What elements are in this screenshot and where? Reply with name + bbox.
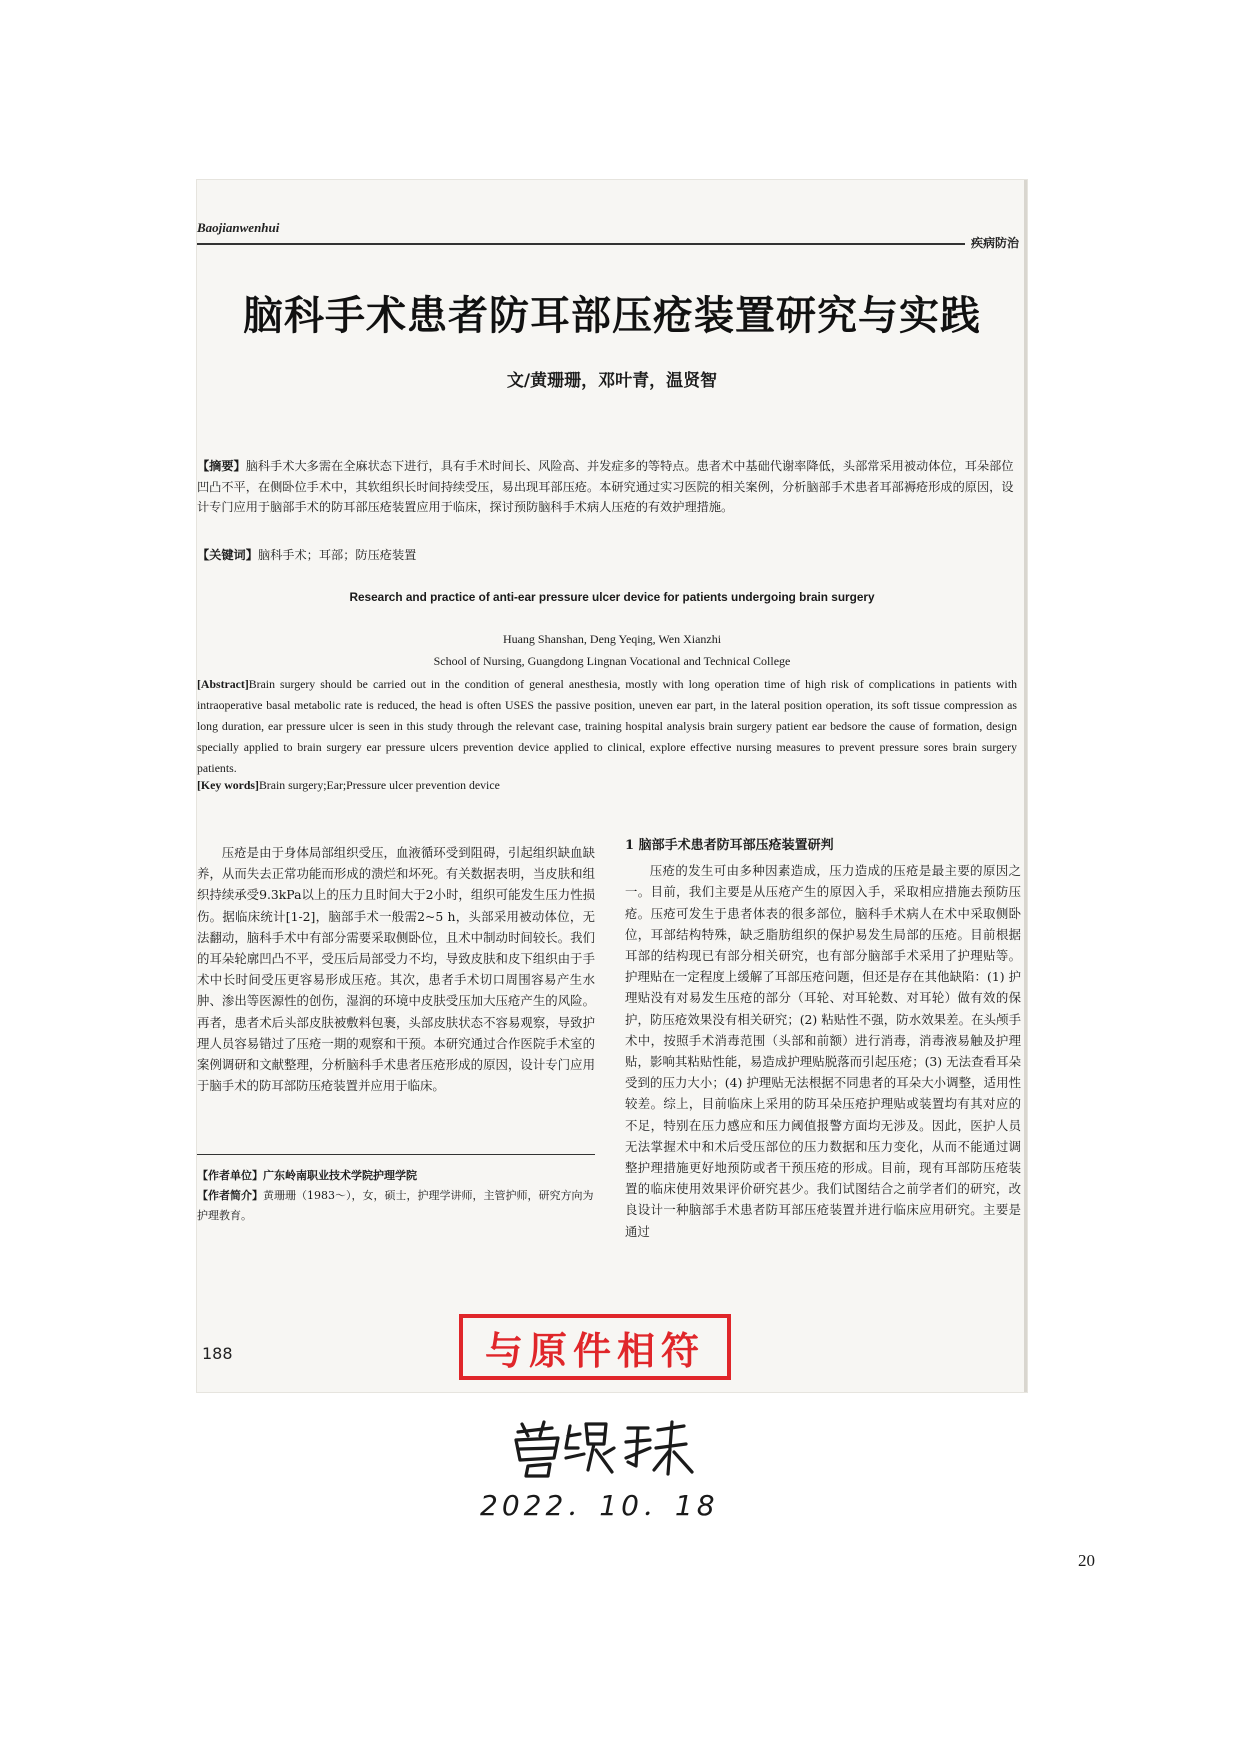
right-column [625, 835, 1021, 1242]
keywords-cn-label: 【关键词】 [197, 548, 258, 562]
author-footnote [197, 1166, 595, 1226]
document-page-number: 20 [1078, 1551, 1095, 1570]
certification-stamp: 与原件相符 [459, 1314, 731, 1380]
footnote-bio-text: 黄珊珊（1983～），女，硕士，护理学讲师，主管护师，研究方向为护理教育。 [197, 1189, 594, 1222]
footnote-affiliation [197, 1166, 595, 1186]
footnote-affil-text: 广东岭南职业技术学院护理学院 [263, 1169, 417, 1182]
abstract-en-label: [Abstract] [197, 677, 249, 691]
section-1-heading: 1 脑部手术患者防耳部压疮装置研判 [625, 838, 834, 853]
section-name: 疾病防治 [965, 234, 1019, 251]
keywords-en-label: [Key words] [197, 778, 259, 792]
section-1-paragraph: 压疮的发生可由多种因素造成，压力造成的压疮是最主要的原因之一。目前，我们主要是从压疮产生的原因入手，采取相应措施去预防压疮。压疮可发生于患者体表的很多部位，脑科手术病人在术中采取侧卧位，耳部结构特殊，缺乏脂肪组织的保护易发生局部的压疮。目前根据耳部的结构现已有部分相关研究，也有部分脑部手术采用了护理贴等。护理贴在一定程度上缓解了耳部压疮问题，但还是存在其他缺陷：(1) 护理贴没有对易发生压疮的部分（耳轮、对耳轮数、对耳轮）做有效的保护，防压疮效果没有相关研究；(2) 粘贴性不强，防水效果差。在头颅手术中，按照手术消毒范围（头部和前额）进行消毒，消毒液易触及护理贴，影响其粘贴性能，易造成护理贴脱落而引起压疮；(3) 无法查看耳朵受到的压力大小；(4) 护理贴无法根据不同患者的耳朵大小调整，适用性较差。综上，目前临床上采用的防耳朵压疮护理贴或装置均有其对应的不足，特别在压力感应和压力阈值报警方面均无涉及。因此，医护人员无法掌握术中和术后受压部位的压力数据和压力变化，从而不能通过调整护理措施更好地预防或者干预压疮的形成。目前，现有耳部防压疮装置的临床使用效果评价研究甚少。我们试图结合之前学者们的研究，改良设计一种脑部手术患者防耳部压疮装置并进行临床应用研究。主要是通过 [625, 863, 1021, 1239]
abstract-cn-text: 脑科手术大多需在全麻状态下进行，具有手术时间长、风险高、并发症多的等特点。患者术中基础代谢率降低，头部常采用被动体位，耳朵部位凹凸不平，在侧卧位手术中，其软组织长时间持续受压，易出现耳部压疮。本研究通过实习医院的相关案例，分析脑部手术患者耳部褥疮形成的原因，设计专门应用于脑部手术的防耳部压疮装置应用于临床，探讨预防脑科手术病人压疮的有效护理措施。 [197, 459, 1014, 514]
keywords-cn [197, 546, 416, 563]
journal-page-number: 188 [202, 1344, 233, 1363]
keywords-en-text: Brain surgery;Ear;Pressure ulcer prevention device [258, 778, 500, 792]
header-rule [197, 243, 997, 245]
english-authors: Huang Shanshan, Deng Yeqing, Wen Xianzhi [502, 632, 722, 646]
intro-paragraph: 压疮是由于身体局部组织受压，血液循环受到阻碍，引起组织缺血缺养，从而失去正常功能而形成的溃烂和坏死。有关数据表明，当皮肤和组织持续承受9.3kPa以上的压力且时间大于2小时，组织可能发生压力性损伤。据临床统计[1-2]，脑部手术一般需2~5 h，头部采用被动体位，无法翻动，脑科手术中有部分需要采取侧卧位，且术中制动时间较长。我们的耳朵轮廓凹凸不平，受压后局部受力不均，导致皮肤和皮下组织由于手术中长时间受压更容易形成压疮。其次，患者手术切口周围容易产生水肿、渗出等医源性的创伤，湿润的环境中皮肤受压加大压疮产生的风险。再者，患者术后头部皮肤被敷料包裹，头部皮肤状态不容易观察，导致护理人员容易错过了压疮一期的观察和干预。本研究通过合作医院手术室的案例调研和文献整理，分析脑科手术患者压疮形成的原因，设计专门应用于脑手术的防耳部防压疮装置并应用于临床。 [197, 845, 595, 1094]
article-title: 脑科手术患者防耳部压疮装置研究与实践 [243, 293, 981, 339]
article-authors: 文/黄珊珊，邓叶青，温贤智 [506, 371, 718, 391]
keywords-cn-text: 脑科手术；耳部；防压疮装置 [257, 548, 417, 562]
abstract-cn [197, 456, 1017, 518]
english-title: Research and practice of anti-ear pressure ulcer device for patients undergoing brain surgery [349, 590, 875, 604]
keywords-en [197, 778, 500, 793]
scanned-journal-page [197, 180, 1027, 1392]
journal-name: Baojianwenhui [197, 220, 280, 235]
abstract-en-text: Brain surgery should be carried out in the condition of general anesthesia, mostly with long operation time of high risk of complications in patients with intraoperative basal metabolic rate is reduced, the head is often USES the passive position, uneven ear part, in the lateral position operation, its soft tissue compression as long duration, ear pressure ulcer is seen in this study through the relevant case, training hospital analysis brain surgery patient ear bedsore the cause of formation, design specially applied to brain surgery ear pressure ulcers prevention device applied to clinical, explore effective nursing measures to prevent pressure sores brain surgery patients. [197, 677, 1017, 775]
english-affiliation: School of Nursing, Guangdong Lingnan Vocational and Technical College [433, 654, 791, 668]
footnote-rule [197, 1154, 595, 1155]
handwritten-date: 2022．10．18 [480, 1489, 719, 1522]
scan-edge [1024, 180, 1027, 1392]
footnote-bio [197, 1186, 595, 1226]
handwritten-signature [508, 1418, 698, 1480]
footnote-affil-label: 【作者单位】 [197, 1169, 263, 1182]
abstract-cn-label: 【摘要】 [197, 459, 246, 473]
abstract-en [197, 674, 1017, 779]
footnote-bio-label: 【作者简介】 [197, 1189, 263, 1202]
left-column [197, 842, 595, 1096]
